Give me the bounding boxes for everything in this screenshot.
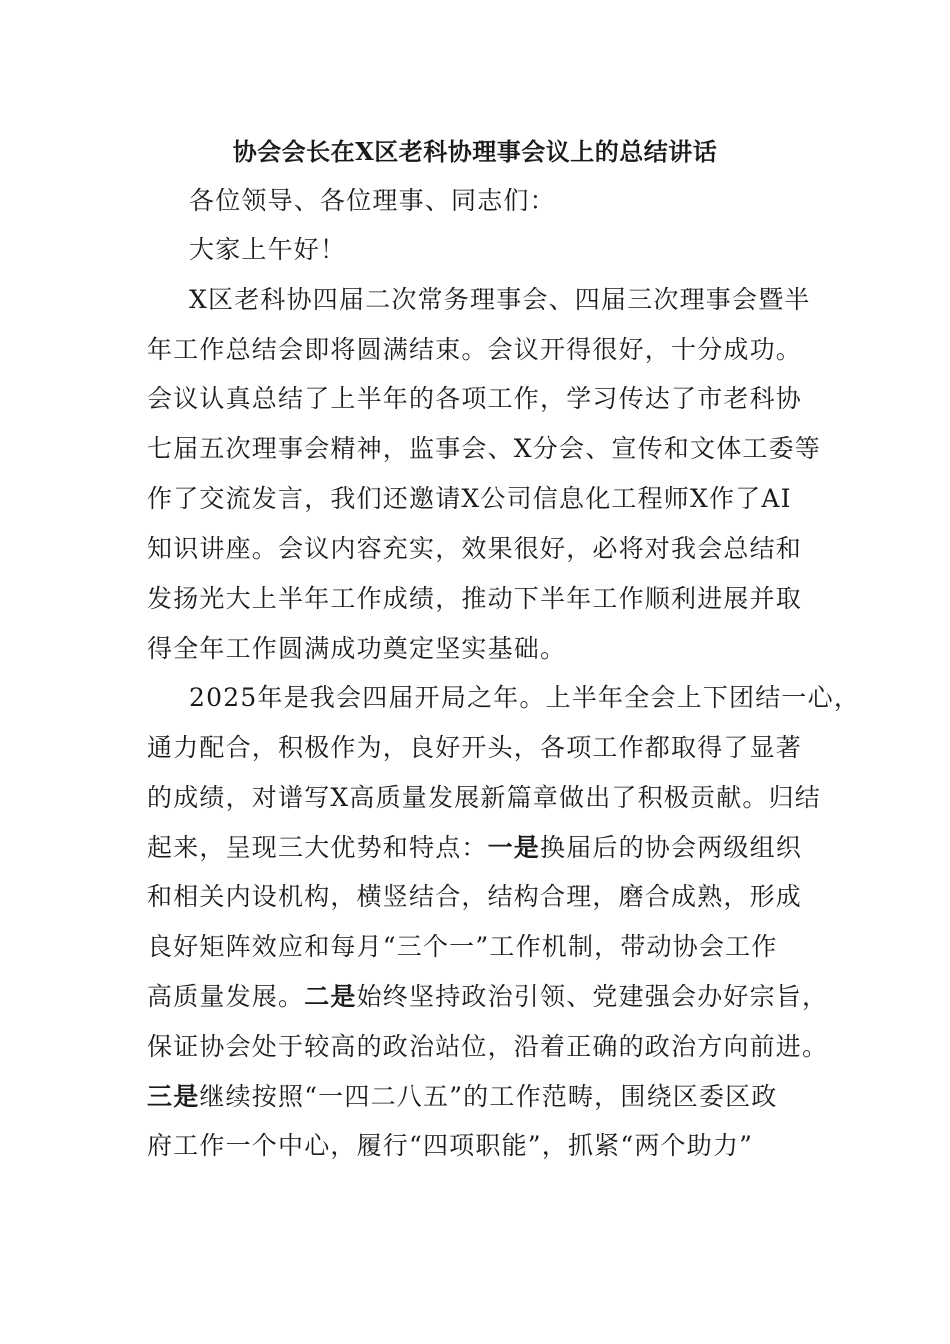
paragraph-line: 七届五次理事会精神，监事会、X分会、宣传和文体工委等 [147,434,822,463]
greeting: 大家上午好！ [189,235,347,264]
paragraph-line: 保证协会处于较高的政治站位，沿着正确的政治方向前进。 [147,1032,829,1061]
paragraph-line: 知识讲座。会议内容充实，效果很好，必将对我会总结和 [147,534,803,563]
paragraph-line: 年工作总结会即将圆满结束。会议开得很好，十分成功。 [147,335,803,364]
bold-marker: 三是 [147,1082,200,1111]
paragraph-line [147,1080,778,1114]
bold-marker: 二是 [304,982,357,1011]
paragraph-line: 良好矩阵效应和每月“三个一”工作机制，带动协会工作 [147,932,778,961]
paragraph-line: 府工作一个中心，履行“四项职能”，抓紧“两个助力” [147,1131,754,1160]
text-run: 始终坚持政治引领、党建强会办好宗旨， [356,982,829,1011]
text-run: 换届后的协会两级组织 [540,833,803,862]
paragraph-line: X区老科协四届二次常务理事会、四届三次理事会暨半 [189,285,811,314]
document-title: 协会会长在X区老科协理事会议上的总结讲话 [232,137,718,166]
paragraph-line: 通力配合，积极作为，良好开头，各项工作都取得了显著 [147,733,803,762]
text-run: 继续按照“一四二八五”的工作范畴，围绕区委区政 [199,1082,778,1111]
text-run: 起来，呈现三大优势和特点： [147,833,488,862]
paragraph-line: 发扬光大上半年工作成绩，推动下半年工作顺利进展并取 [147,584,803,613]
paragraph-line [147,980,828,1014]
paragraph-line: 和相关内设机构，横竖结合，结构合理，磨合成熟，形成 [147,882,803,911]
paragraph-line: 作了交流发言，我们还邀请X公司信息化工程师X作了AI [147,484,792,513]
bold-marker: 一是 [487,833,541,862]
paragraph-line: 得全年工作圆满成功奠定坚实基础。 [147,634,567,663]
salutation: 各位领导、各位理事、同志们： [189,186,556,215]
paragraph-line: 会议认真总结了上半年的各项工作，学习传达了市老科协 [147,384,803,413]
text-run: 高质量发展。 [147,982,305,1011]
paragraph-line: 的成绩，对谱写X高质量发展新篇章做出了积极贡献。归结 [147,783,822,812]
paragraph-line [147,831,802,865]
paragraph-line: 2025年是我会四届开局之年。上半年全会上下团结一心， [189,683,861,712]
